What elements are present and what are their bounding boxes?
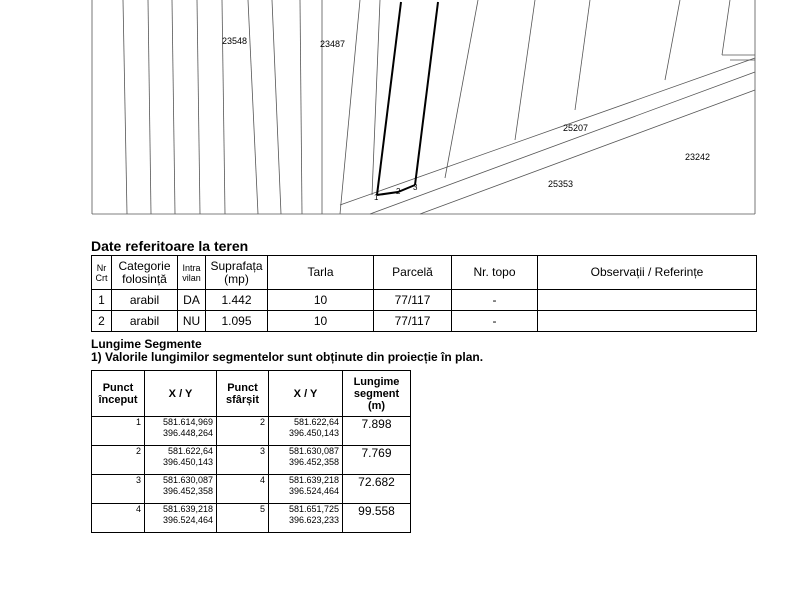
point-label: 1: [374, 193, 379, 202]
cell-length: 7.898: [343, 417, 411, 446]
table-row: [92, 290, 757, 311]
cell-tarla: 10: [268, 290, 374, 311]
header-xy-end: X / Y: [269, 371, 343, 417]
cell-observatii: [538, 290, 757, 311]
land-table: [91, 255, 757, 332]
header-punct-sfarsit: Punct sfârșit: [217, 371, 269, 417]
header-xy-start: X / Y: [145, 371, 217, 417]
table-row: [92, 504, 411, 533]
segments-table: [91, 370, 411, 533]
point-label: 3: [413, 183, 418, 192]
cell-observatii: [538, 311, 757, 332]
cell-length: 7.769: [343, 446, 411, 475]
header-nr-crt: Nr Crt: [92, 256, 112, 290]
table-row: [92, 417, 411, 446]
table-row: [92, 446, 411, 475]
cell-length: 72.682: [343, 475, 411, 504]
cell-start-xy: 581.614,969 396.448,264: [145, 417, 217, 446]
point-label: 2: [396, 187, 401, 196]
cadastral-map: [0, 0, 800, 230]
segments-section-title: Lungime Segmente: [91, 337, 202, 351]
header-lungime: Lungime segment (m): [343, 371, 411, 417]
cell-intravilan: NU: [178, 311, 206, 332]
header-punct-inceput: Punct început: [92, 371, 145, 417]
cell-end-point: 2: [217, 417, 269, 446]
cell-parcela: 77/117: [374, 290, 452, 311]
land-section-title: Date referitoare la teren: [91, 238, 249, 254]
header-categorie: Categorie folosință: [112, 256, 178, 290]
cell-length: 99.558: [343, 504, 411, 533]
table-row: [92, 475, 411, 504]
cell-start-xy: 581.622,64 396.450,143: [145, 446, 217, 475]
segments-table-header: [92, 371, 411, 417]
table-row: [92, 311, 757, 332]
header-tarla: Tarla: [268, 256, 374, 290]
cell-end-xy: 581.630,087 396.452,358: [269, 446, 343, 475]
cell-end-xy: 581.651,725 396.623,233: [269, 504, 343, 533]
cell-categorie: arabil: [112, 290, 178, 311]
header-observatii: Observații / Referințe: [538, 256, 757, 290]
cell-start-xy: 581.639,218 396.524,464: [145, 504, 217, 533]
cell-suprafata: 1.095: [206, 311, 268, 332]
header-nr-topo: Nr. topo: [452, 256, 538, 290]
cell-end-point: 5: [217, 504, 269, 533]
cell-start-point: 3: [92, 475, 145, 504]
cell-start-point: 2: [92, 446, 145, 475]
header-parcela: Parcelă: [374, 256, 452, 290]
cell-start-point: 1: [92, 417, 145, 446]
cell-suprafata: 1.442: [206, 290, 268, 311]
land-table-header: [92, 256, 757, 290]
cell-nr: 2: [92, 311, 112, 332]
cell-end-xy: 581.639,218 396.524,464: [269, 475, 343, 504]
cell-end-xy: 581.622,64 396.450,143: [269, 417, 343, 446]
segments-note: 1) Valorile lungimilor segmentelor sunt obținute din proiecție în plan.: [91, 350, 484, 364]
cell-end-point: 3: [217, 446, 269, 475]
header-suprafata: Suprafața (mp): [206, 256, 268, 290]
cell-nr-topo: -: [452, 311, 538, 332]
parcel-label: 23487: [320, 39, 346, 49]
parcel-label: 25207: [563, 123, 589, 133]
cell-parcela: 77/117: [374, 311, 452, 332]
cell-intravilan: DA: [178, 290, 206, 311]
header-intravilan: Intra vilan: [178, 256, 206, 290]
cell-nr: 1: [92, 290, 112, 311]
cell-tarla: 10: [268, 311, 374, 332]
cell-nr-topo: -: [452, 290, 538, 311]
parcel-label: 23548: [222, 36, 248, 46]
cell-start-point: 4: [92, 504, 145, 533]
cell-categorie: arabil: [112, 311, 178, 332]
cell-end-point: 4: [217, 475, 269, 504]
parcel-label: 25353: [548, 179, 574, 189]
cell-start-xy: 581.630,087 396.452,358: [145, 475, 217, 504]
parcel-label: 23242: [685, 152, 711, 162]
